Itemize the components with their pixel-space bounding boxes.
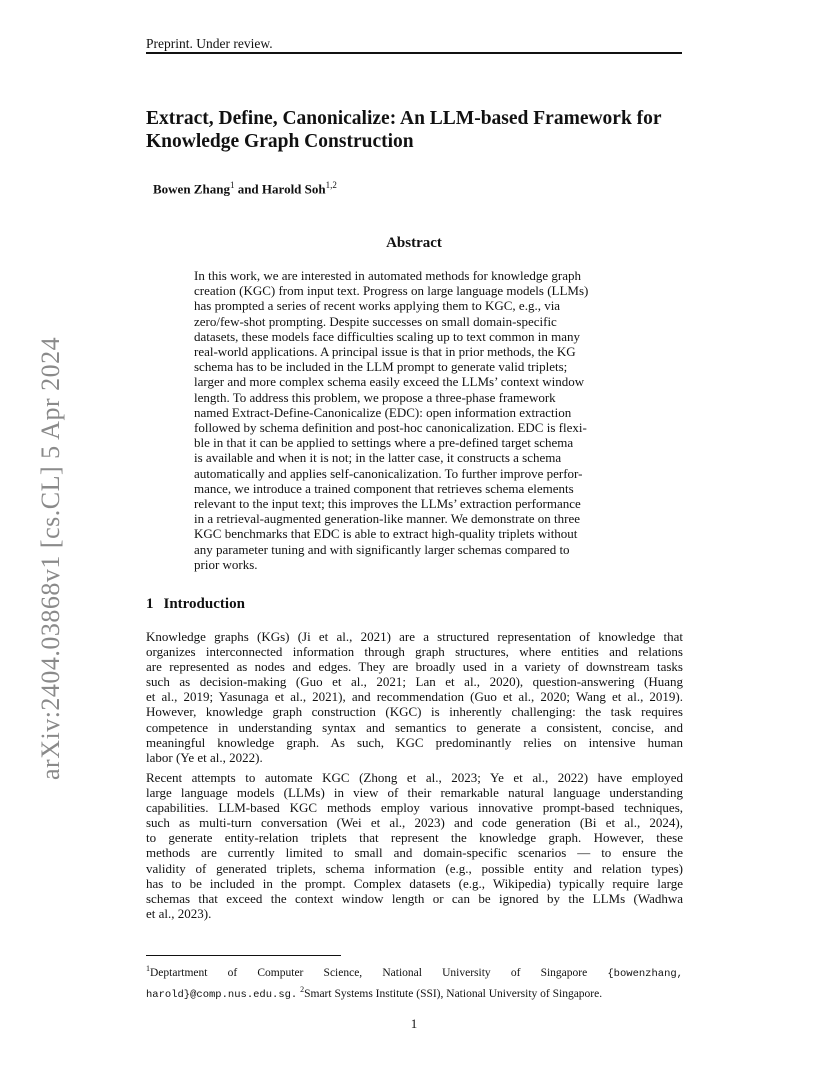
- abstract-line: zero/few-shot prompting. Despite successes on small domain-specific: [194, 313, 557, 329]
- affiliation-marker: 1: [229, 180, 235, 190]
- paragraph-line: methods are currently limited to small and domain-specific scenarios — to ensure the: [146, 845, 683, 861]
- abstract-line: In this work, we are interested in automated methods for knowledge graph: [194, 268, 581, 283]
- abstract-line: named Extract-Define-Canonicalize (EDC): open information extraction: [194, 404, 572, 420]
- affiliation-marker: 1,2: [325, 180, 337, 190]
- abstract-line: ble in that it can be applied to settings where a pre-defined target schema: [194, 435, 574, 451]
- abstract-line: relevant to the input text; this improves the LLMs’ extraction performance: [194, 496, 581, 512]
- footnote-line: [146, 961, 683, 982]
- paragraph-line: such as multi-turn conversation (Wei et al., 2023) and code generation (Bi et al., 2024),: [146, 815, 683, 831]
- paragraph-line: Knowledge graphs (KGs) (Ji et al., 2021) are a structured representation of knowledge that: [146, 629, 683, 644]
- paragraph-line: has to be included in the prompt. Complex datasets (e.g., Wikipedia) typically require large: [146, 875, 683, 891]
- footnote-affiliation: Smart Systems Institute (SSI), National University of Singapore.: [304, 987, 603, 1000]
- intro-paragraph: [146, 629, 683, 765]
- paragraph-line: organizes interconnected information through graph structures, where entities and relations: [146, 644, 683, 660]
- author-name: Harold Soh: [261, 181, 326, 197]
- footnote-affiliation: Deptartment of Computer Science, National University of Singapore: [150, 966, 588, 979]
- intro-paragraph: [146, 770, 683, 921]
- section-number: 1: [146, 596, 154, 612]
- abstract-line: schema has to be included in the LLM prompt to generate valid triplets;: [194, 359, 568, 375]
- abstract-line: KGC benchmarks that EDC is able to extract high-quality triplets without: [194, 526, 578, 542]
- title-line: Knowledge Graph Construction: [146, 131, 414, 152]
- abstract-line: prior works.: [194, 556, 258, 572]
- abstract-line: creation (KGC) from input text. Progress on large language models (LLMs): [194, 283, 589, 299]
- paragraph-line: et al., 2019; Yasunaga et al., 2021), and recommendation (Guo et al., 2020; Wang et al., 2019).: [146, 689, 683, 705]
- author-conjunction: and: [237, 181, 259, 197]
- paragraph-line: validity of generated triplets, schema information (e.g., possible entity and relation types): [146, 860, 683, 876]
- paragraph-line: However, knowledge graph construction (KGC) is inherently challenging: the task requires: [146, 704, 683, 720]
- page-number: 1: [410, 1016, 418, 1031]
- section-heading: [146, 596, 245, 613]
- abstract-line: followed by schema definition and post-hoc canonicalization. EDC is flexi-: [194, 420, 587, 436]
- footnote-email: {bowenzhang,: [607, 967, 683, 980]
- paragraph-line: et al., 2023).: [146, 905, 212, 921]
- paper-title: [146, 107, 706, 153]
- abstract-body: [194, 268, 635, 572]
- abstract-line: real-world applications. A principal issue is that in prior methods, the KG: [194, 344, 576, 360]
- footnote-marker: 1: [146, 964, 150, 973]
- paragraph-line: are represented as nodes and edges. They are broadly used in a variety of downstream tasks: [146, 659, 683, 675]
- footnote-marker: 2: [300, 984, 305, 994]
- abstract-heading: Abstract: [386, 235, 442, 251]
- abstract-line: datasets, these models face difficulties scaling up to text common in many: [194, 328, 581, 344]
- header-rule: [146, 52, 682, 54]
- abstract-line: larger and more complex schema easily exceed the LLMs’ context window: [194, 374, 585, 390]
- abstract-line: mance, we introduce a trained component that retrieves schema elements: [194, 480, 574, 496]
- running-header: Preprint. Under review.: [146, 36, 273, 51]
- paragraph-line: labor (Ye et al., 2022).: [146, 749, 263, 765]
- arxiv-identifier-stamp: arXiv:2404.03868v1 [cs.CL] 5 Apr 2024: [36, 336, 65, 780]
- paragraph-line: large language models (LLMs) in view of their remarkable natural language understanding: [146, 785, 683, 801]
- abstract-line: in a retrieval-augmented generation-like manner. We demonstrate on three: [194, 511, 581, 527]
- abstract-line: has prompted a series of recent works applying them to KGC, e.g., via: [194, 298, 561, 314]
- paragraph-line: Recent attempts to automate KGC (Zhong et al., 2023; Ye et al., 2022) have employed: [146, 770, 683, 785]
- abstract-line: any parameter tuning and with significantly larger schemas compared to: [194, 541, 570, 557]
- title-line: Extract, Define, Canonicalize: An LLM-based Framework for: [146, 108, 662, 129]
- paragraph-line: such as decision-making (Guo et al., 2021; Lan et al., 2020), question-answering (Huang: [146, 674, 683, 690]
- author-list: [153, 180, 337, 197]
- footnote-rule: [146, 955, 341, 956]
- abstract-line: automatically and applies self-canonicalization. To further improve perfor-: [194, 465, 583, 481]
- paragraph-line: capabilities. LLM-based KGC methods employ various innovative prompt-based techniques,: [146, 800, 683, 816]
- paragraph-line: schemas that exceed the context window length or can be ignored by the LLMs (Wadhwa: [146, 890, 683, 906]
- abstract-line: is available and when it is not; in the latter case, it constructs a schema: [194, 450, 562, 466]
- paragraph-line: to generate entity-relation triplets that represent the knowledge graph. However, these: [146, 830, 683, 846]
- footnote-line: [146, 982, 683, 1003]
- author-name: Bowen Zhang: [153, 181, 230, 197]
- paragraph-line: competence in understanding syntax and semantics to generate a consistent, concise, and: [146, 719, 683, 735]
- section-title: Introduction: [163, 596, 245, 612]
- abstract-line: length. To address this problem, we propose a three-phase framework: [194, 389, 556, 405]
- paragraph-line: meaningful knowledge graph. As such, KGC predominantly relies on intensive human: [146, 734, 683, 750]
- footnote-email: harold}@comp.nus.edu.sg.: [146, 988, 298, 1001]
- footnote: [146, 961, 683, 1003]
